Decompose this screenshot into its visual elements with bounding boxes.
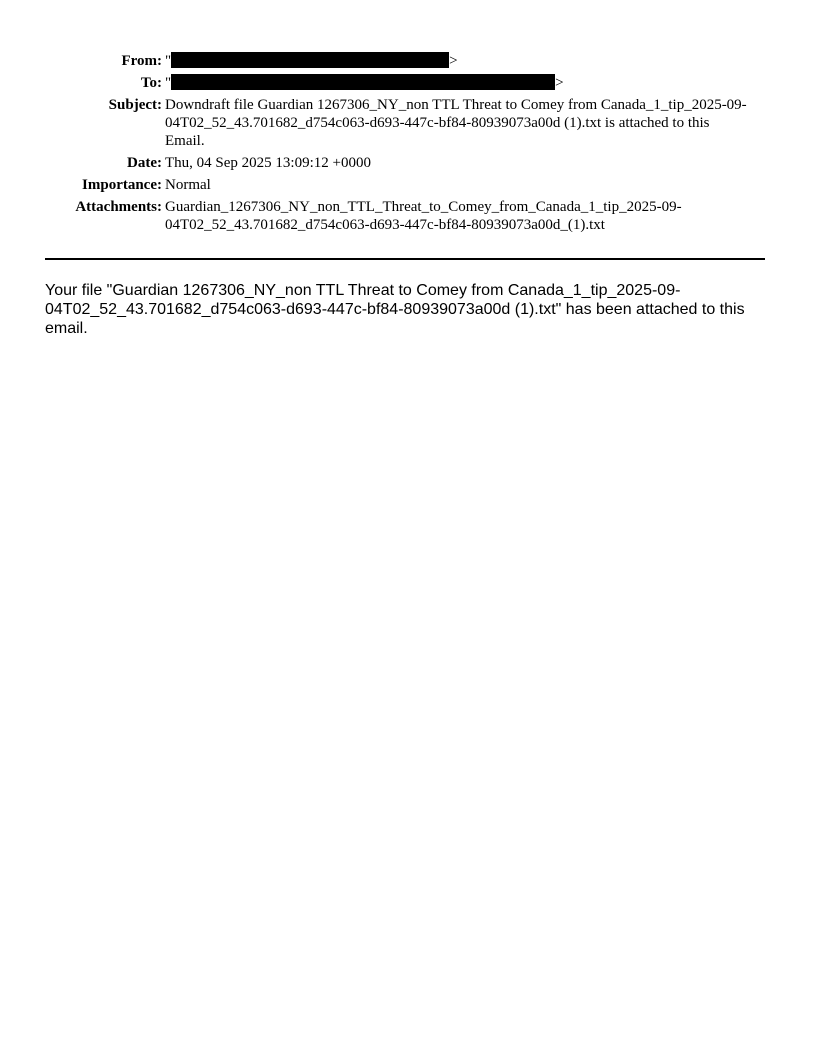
to-label: To: (140, 75, 162, 91)
date-label: Date: (127, 155, 162, 171)
importance-value: Normal (165, 177, 211, 193)
from-suffix: > (449, 53, 458, 69)
to-prefix: " (165, 75, 172, 91)
subject-value: Downdraft file Guardian 1267306_NY_non TTL Threat to Comey from Canada_1_tip_2025-09-04T02_52_43.701682_d754c063-d693-447c-bf84-80939073a00d (1).txt is attached to this Email. (165, 97, 747, 149)
header-divider (45, 258, 765, 260)
to-value (165, 74, 750, 96)
subject-row (0, 96, 750, 154)
from-label: From: (121, 53, 162, 69)
importance-label: Importance: (82, 177, 162, 193)
from-prefix: " (165, 53, 172, 69)
attachments-label: Attachments: (75, 199, 162, 215)
attachments-row (0, 198, 750, 238)
to-redaction (171, 74, 555, 90)
attachment-link[interactable]: Guardian_1267306_NY_non_TTL_Threat_to_Comey_from_Canada_1_tip_2025-09-04T02_52_43.701682_d754c063-d693-447c-bf84-80939073a00d_(1).txt (165, 199, 682, 233)
from-row (0, 52, 750, 74)
date-value: Thu, 04 Sep 2025 13:09:12 +0000 (165, 155, 371, 171)
message-body: Your file "Guardian 1267306_NY_non TTL Threat to Comey from Canada_1_tip_2025-09-04T02_52_43.701682_d754c063-d693-447c-bf84-80939073a00d (1).txt" has been attached to this email. (45, 282, 745, 337)
from-redaction (171, 52, 449, 68)
to-suffix: > (555, 75, 564, 91)
to-row (0, 74, 750, 96)
date-row (0, 154, 750, 176)
importance-row (0, 176, 750, 198)
email-header (0, 52, 750, 238)
subject-label: Subject: (108, 97, 162, 113)
from-value (165, 52, 750, 74)
